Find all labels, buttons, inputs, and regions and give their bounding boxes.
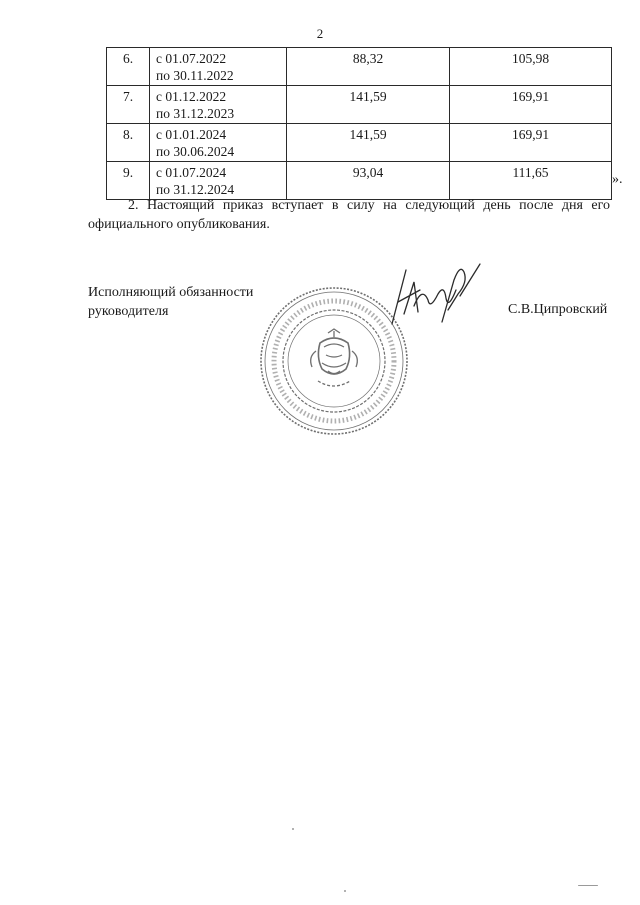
scan-speck [292,828,294,830]
period-cell [150,86,287,124]
row-number: 8. [107,124,150,162]
closing-quote: ». [612,172,623,187]
handwritten-signature [384,262,484,332]
tariff-value-1: 88,32 [287,48,450,86]
scan-speck [578,885,598,886]
tariff-value-1: 141,59 [287,86,450,124]
row-number: 6. [107,48,150,86]
signer-title-line-1: Исполняющий обязанности [88,285,254,300]
tariff-value-2: 169,91 [450,124,612,162]
period-cell [150,48,287,86]
period-cell [150,124,287,162]
period-end: по 31.12.2024 [156,182,235,197]
period-end: по 31.12.2023 [156,106,235,121]
tariff-value-1: 93,04 [287,162,450,200]
tariff-table [106,47,612,200]
table-row [107,124,612,162]
tariff-value-2: 111,65 [450,162,612,200]
tariff-value-2: 169,91 [450,86,612,124]
signer-name: С.В.Ципровский [508,302,608,317]
period-start: с 01.12.2022 [156,89,227,104]
period-end: по 30.06.2024 [156,144,235,159]
period-cell [150,162,287,200]
page-number: 2 [316,26,324,41]
table-row [107,162,612,200]
row-number: 9. [107,162,150,200]
table-row [107,86,612,124]
tariff-value-2: 105,98 [450,48,612,86]
table-row [107,48,612,86]
period-end: по 30.11.2022 [156,68,234,83]
signer-title [88,283,253,321]
row-number: 7. [107,86,150,124]
tariff-value-1: 141,59 [287,124,450,162]
scan-speck [344,890,346,892]
effective-date-paragraph: 2. Настоящий приказ вступает в силу на следующий день после дня его официального опубликования. [88,198,610,232]
period-start: с 01.01.2024 [156,127,227,142]
signer-title-line-2: руководителя [88,304,169,319]
period-start: с 01.07.2024 [156,165,227,180]
period-start: с 01.07.2022 [156,51,227,66]
